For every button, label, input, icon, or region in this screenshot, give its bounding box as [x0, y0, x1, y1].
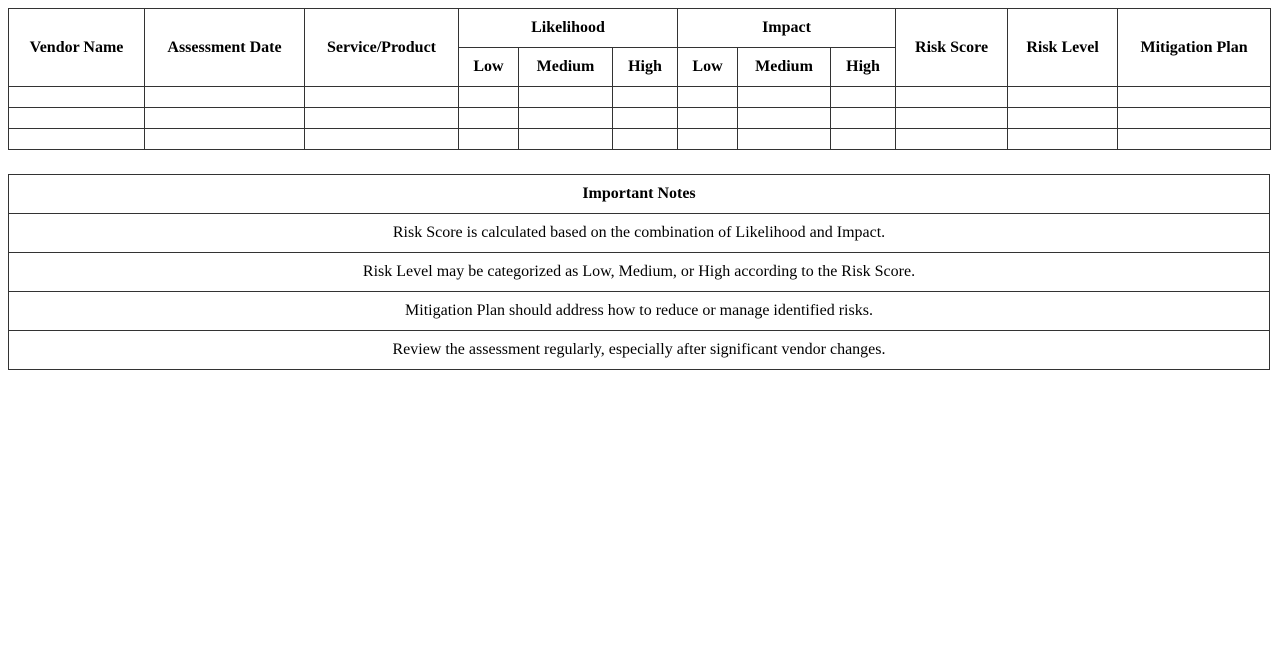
cell-vendor-name[interactable]: [9, 108, 145, 129]
cell-impact-medium[interactable]: [738, 129, 831, 150]
cell-likelihood-low[interactable]: [459, 108, 519, 129]
cell-likelihood-low[interactable]: [459, 87, 519, 108]
note-item: Review the assessment regularly, especially after significant vendor changes.: [9, 331, 1270, 370]
note-row: [9, 292, 1270, 331]
cell-assessment-date[interactable]: [145, 87, 305, 108]
cell-risk-level[interactable]: [1008, 87, 1118, 108]
header-impact: Impact: [678, 9, 896, 48]
cell-risk-score[interactable]: [896, 108, 1008, 129]
note-row: [9, 214, 1270, 253]
header-assessment-date: Assessment Date: [145, 9, 305, 87]
note-item: Risk Level may be categorized as Low, Medium, or High according to the Risk Score.: [9, 253, 1270, 292]
header-likelihood-low: Low: [459, 48, 519, 87]
cell-vendor-name[interactable]: [9, 87, 145, 108]
cell-service-product[interactable]: [305, 108, 459, 129]
cell-impact-high[interactable]: [831, 87, 896, 108]
header-row-primary: [9, 9, 1271, 48]
cell-impact-high[interactable]: [831, 108, 896, 129]
table-row: [9, 108, 1271, 129]
notes-title: Important Notes: [9, 175, 1270, 214]
header-likelihood-high: High: [613, 48, 678, 87]
cell-mitigation-plan[interactable]: [1118, 87, 1271, 108]
cell-impact-medium[interactable]: [738, 87, 831, 108]
note-item: Mitigation Plan should address how to reduce or manage identified risks.: [9, 292, 1270, 331]
cell-assessment-date[interactable]: [145, 108, 305, 129]
cell-risk-level[interactable]: [1008, 129, 1118, 150]
cell-impact-low[interactable]: [678, 87, 738, 108]
cell-service-product[interactable]: [305, 87, 459, 108]
header-impact-medium: Medium: [738, 48, 831, 87]
cell-risk-level[interactable]: [1008, 108, 1118, 129]
header-likelihood-medium: Medium: [519, 48, 613, 87]
cell-likelihood-high[interactable]: [613, 108, 678, 129]
notes-header-row: [9, 175, 1270, 214]
vendor-risk-assessment-table: [8, 8, 1271, 150]
cell-likelihood-high[interactable]: [613, 87, 678, 108]
cell-impact-medium[interactable]: [738, 108, 831, 129]
cell-vendor-name[interactable]: [9, 129, 145, 150]
header-risk-level: Risk Level: [1008, 9, 1118, 87]
header-impact-high: High: [831, 48, 896, 87]
cell-likelihood-medium[interactable]: [519, 129, 613, 150]
note-row: [9, 331, 1270, 370]
note-item: Risk Score is calculated based on the combination of Likelihood and Impact.: [9, 214, 1270, 253]
table-body: [9, 87, 1271, 150]
important-notes-table: [8, 174, 1270, 370]
header-impact-low: Low: [678, 48, 738, 87]
table-row: [9, 87, 1271, 108]
cell-risk-score[interactable]: [896, 129, 1008, 150]
table-row: [9, 129, 1271, 150]
cell-impact-low[interactable]: [678, 108, 738, 129]
cell-risk-score[interactable]: [896, 87, 1008, 108]
header-service-product: Service/Product: [305, 9, 459, 87]
cell-impact-low[interactable]: [678, 129, 738, 150]
header-vendor-name: Vendor Name: [9, 9, 145, 87]
header-likelihood: Likelihood: [459, 9, 678, 48]
cell-likelihood-medium[interactable]: [519, 87, 613, 108]
cell-likelihood-low[interactable]: [459, 129, 519, 150]
cell-mitigation-plan[interactable]: [1118, 129, 1271, 150]
table-header: [9, 9, 1271, 87]
cell-assessment-date[interactable]: [145, 129, 305, 150]
cell-likelihood-high[interactable]: [613, 129, 678, 150]
cell-service-product[interactable]: [305, 129, 459, 150]
cell-likelihood-medium[interactable]: [519, 108, 613, 129]
cell-mitigation-plan[interactable]: [1118, 108, 1271, 129]
note-row: [9, 253, 1270, 292]
header-mitigation-plan: Mitigation Plan: [1118, 9, 1271, 87]
cell-impact-high[interactable]: [831, 129, 896, 150]
header-risk-score: Risk Score: [896, 9, 1008, 87]
